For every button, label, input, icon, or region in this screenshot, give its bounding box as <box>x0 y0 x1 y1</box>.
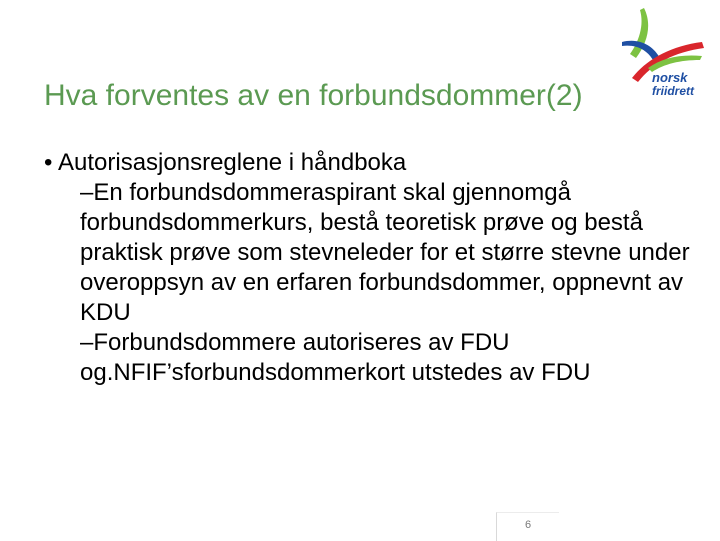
page-number-box <box>496 512 559 541</box>
norsk-friidrett-logo <box>618 2 720 112</box>
sub-item: –Forbundsdommere autoriseres av FDU og.NFIF’sforbundsdommerkort utstedes av FDU <box>80 329 591 386</box>
slide-title: Hva forventes av en forbundsdommer(2) <box>44 79 583 112</box>
page-number: 6 <box>524 519 532 531</box>
bullet-text: Autorisasjonsreglene i håndboka <box>58 149 407 176</box>
logo-line1: norsk <box>652 70 688 85</box>
slide-body <box>44 148 704 388</box>
logo-graphic <box>618 2 720 112</box>
bullet-mark: • <box>44 149 53 176</box>
sub-list <box>44 178 704 388</box>
sub-item: –En forbundsdommeraspirant skal gjennomgå forbundsdommerkurs, bestå teoretisk prøve og bestå praktisk prøve som stevneleder for et større stevne under overoppsyn av en erfaren forbundsdommer, oppnevnt av KDU <box>80 179 690 326</box>
bullet-item <box>44 148 704 178</box>
logo-line2: friidrett <box>652 84 694 98</box>
